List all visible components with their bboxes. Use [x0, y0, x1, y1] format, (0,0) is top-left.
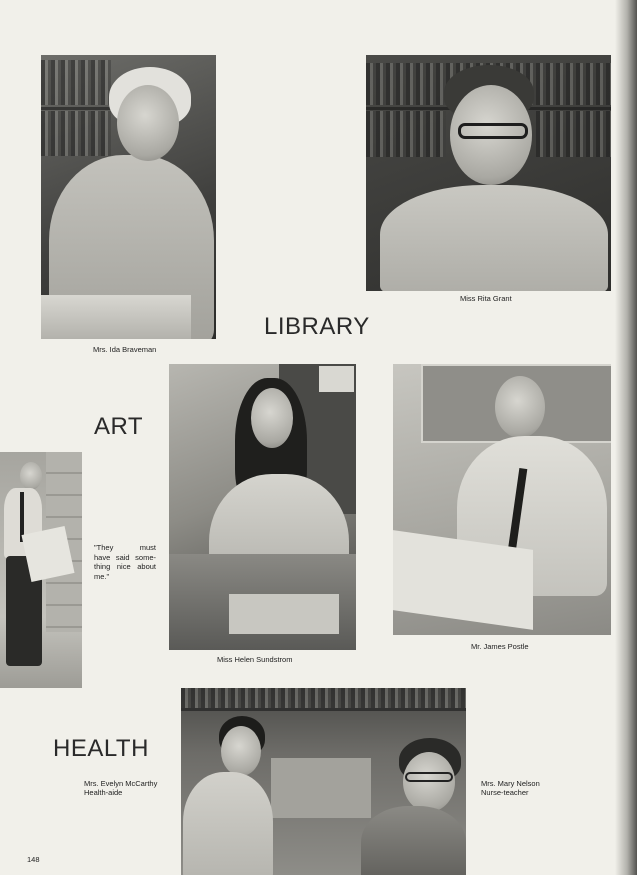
section-title-health: HEALTH	[53, 735, 149, 762]
caption-evelyn-mccarthy	[84, 779, 157, 797]
caption-evelyn-role: Health-aide	[84, 788, 123, 797]
photo-ida-braveman	[41, 55, 216, 339]
caption-helen-sundstrom: Miss Helen Sundstrom	[217, 655, 293, 664]
quote-line-3: thing nice about	[94, 562, 156, 571]
caption-mary-role: Nurse-teacher	[481, 788, 529, 797]
page-binding-shadow	[615, 0, 637, 875]
caption-mary-name: Mrs. Mary Nelson	[481, 779, 540, 788]
caption-mary-nelson	[481, 779, 540, 797]
photo-helen-sundstrom	[169, 364, 356, 650]
photo-james-postle	[393, 364, 611, 635]
quote-line-1: "They must	[94, 543, 156, 552]
quote-text	[94, 543, 156, 581]
caption-evelyn-name: Mrs. Evelyn McCarthy	[84, 779, 158, 788]
photo-man-reading	[0, 452, 82, 688]
photo-health-office	[181, 688, 466, 875]
photo-rita-grant	[366, 55, 611, 291]
quote-line-4: me."	[94, 571, 110, 581]
caption-rita-grant: Miss Rita Grant	[460, 294, 512, 303]
section-title-library: LIBRARY	[264, 313, 370, 340]
caption-james-postle: Mr. James Postle	[471, 642, 529, 651]
section-title-art: ART	[94, 413, 144, 440]
quote-line-2: have said some-	[94, 552, 156, 562]
page-number: 148	[27, 855, 40, 864]
caption-ida-braveman: Mrs. Ida Braveman	[93, 345, 157, 354]
